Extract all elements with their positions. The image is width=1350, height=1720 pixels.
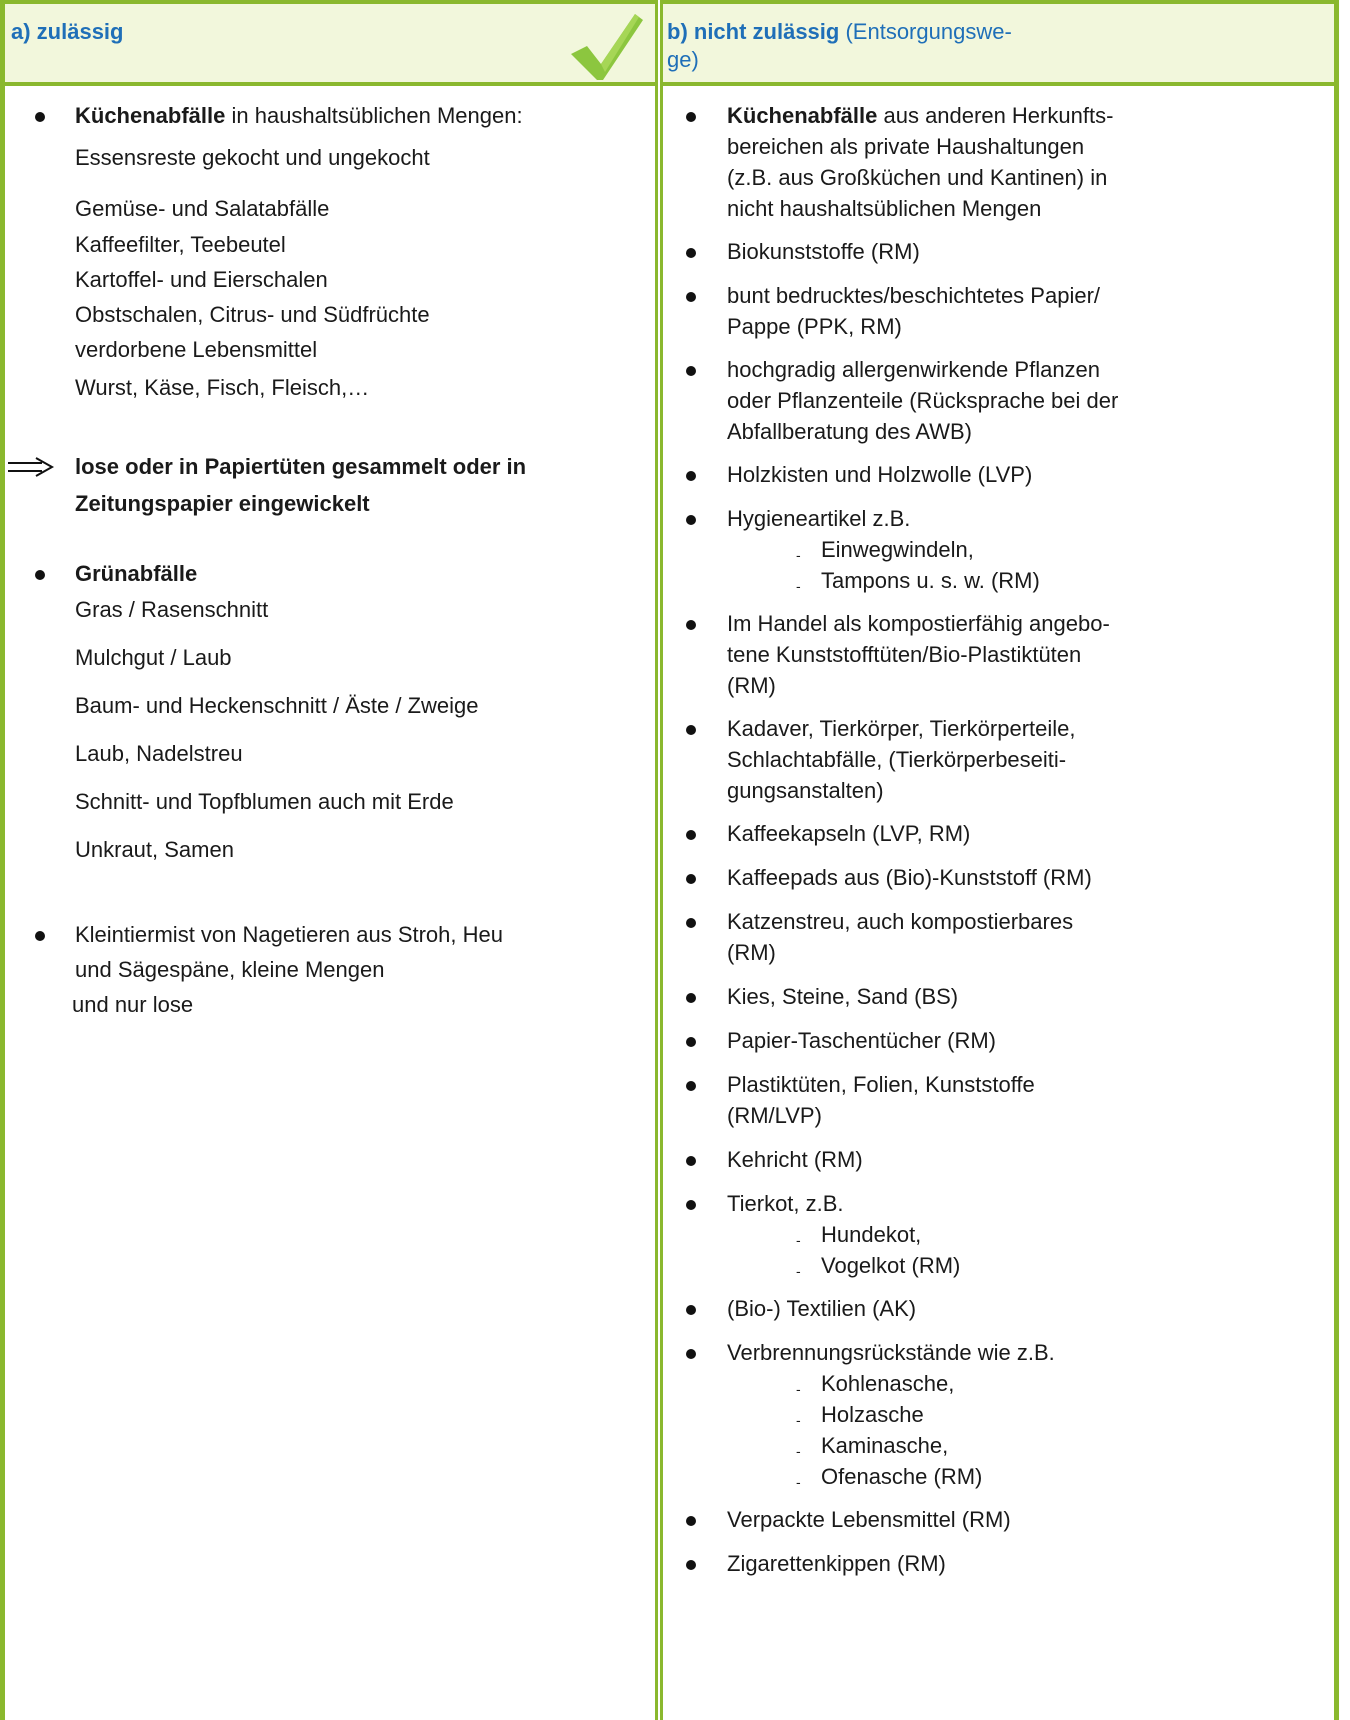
bullet xyxy=(686,1560,696,1570)
bullet xyxy=(686,874,696,884)
list-item: Zigarettenkippen (RM) xyxy=(727,1551,946,1576)
list-item: Schnitt- und Topfblumen auch mit Erde xyxy=(75,789,454,814)
list-item-cont: oder Pflanzenteile (Rücksprache bei der xyxy=(727,388,1119,413)
bullet xyxy=(686,1156,696,1166)
list-item: Holzkisten und Holzwolle (LVP) xyxy=(727,462,1033,487)
list-item: Tierkot, z.B. xyxy=(727,1191,844,1216)
bullet xyxy=(35,112,45,122)
list-item: Kies, Steine, Sand (BS) xyxy=(727,984,959,1009)
list-item: Gras / Rasenschnitt xyxy=(75,597,269,622)
header-not-allowed xyxy=(663,0,1334,86)
list-item: Unkraut, Samen xyxy=(75,837,234,862)
collection-note-line-2: Zeitungspapier eingewickelt xyxy=(75,491,370,516)
dash: - xyxy=(796,1381,801,1397)
list-item: Essensreste gekocht und ungekocht xyxy=(75,145,430,170)
sub-item: Holzasche xyxy=(821,1402,924,1427)
list-item: hochgradig allergenwirkende Pflanzen xyxy=(727,357,1101,382)
list-item: Mulchgut / Laub xyxy=(75,645,232,670)
kleintiermist-line-3: und nur lose xyxy=(72,992,194,1017)
checkmark-icon xyxy=(567,10,647,84)
list-item-cont: (RM) xyxy=(727,940,776,965)
header-not-allowed-title: b) nicht zulässig (Entsorgungswe- ge) xyxy=(667,19,1012,72)
bullet xyxy=(686,112,696,122)
list-item: Laub, Nadelstreu xyxy=(75,741,243,766)
list-item: Wurst, Käse, Fisch, Fleisch,… xyxy=(75,375,370,400)
kuechenabfaelle-other-line-2: bereichen als private Haushaltungen xyxy=(727,134,1085,159)
list-item-cont: (RM/LVP) xyxy=(727,1103,822,1128)
sub-item: Tampons u. s. w. (RM) xyxy=(821,568,1040,593)
kuechenabfaelle-other-line-4: nicht haushaltsüblichen Mengen xyxy=(727,196,1042,221)
bullet xyxy=(35,931,45,941)
list-item-cont: Abfallberatung des AWB) xyxy=(727,419,972,444)
list-item: Papier-Taschentücher (RM) xyxy=(727,1028,996,1053)
list-item: Katzenstreu, auch kompostierbares xyxy=(727,909,1074,934)
bullet xyxy=(686,1349,696,1359)
dash: - xyxy=(796,1232,801,1248)
kuechenabfaelle-other-line-3: (z.B. aus Großküchen und Kantinen) in xyxy=(727,165,1108,190)
dash: - xyxy=(796,1474,801,1490)
list-item-cont: gungsanstalten) xyxy=(727,778,884,803)
list-item: Kaffeekapseln (LVP, RM) xyxy=(727,821,971,846)
dash: - xyxy=(796,1443,801,1459)
list-item-cont: Schlachtabfälle, (Tierkörperbeseiti- xyxy=(727,747,1067,772)
sub-item: Ofenasche (RM) xyxy=(821,1464,983,1489)
bullet xyxy=(686,1305,696,1315)
kleintiermist-line-1: Kleintiermist von Nagetieren aus Stroh, Heu xyxy=(75,922,503,947)
dash: - xyxy=(796,1263,801,1279)
list-item: Verbrennungsrückstände wie z.B. xyxy=(727,1340,1055,1365)
sub-item: Kohlenasche, xyxy=(821,1371,955,1396)
kuechenabfaelle-heading: Küchenabfälle in haushaltsüblichen Mengen: xyxy=(75,103,523,128)
list-item: Obstschalen, Citrus- und Südfrüchte xyxy=(75,302,430,327)
list-item: bunt bedrucktes/beschichtetes Papier/ xyxy=(727,283,1101,308)
bullet xyxy=(686,366,696,376)
arrow-right-icon xyxy=(6,457,56,477)
list-item: Biokunststoffe (RM) xyxy=(727,239,920,264)
dash: - xyxy=(796,578,801,594)
bullet xyxy=(686,993,696,1003)
list-item-cont: tene Kunststofftüten/Bio-Plastiktüten xyxy=(727,642,1082,667)
list-item: Plastiktüten, Folien, Kunststoffe xyxy=(727,1072,1035,1097)
bullet xyxy=(686,1516,696,1526)
bullet xyxy=(686,1081,696,1091)
list-item: Kaffeepads aus (Bio)-Kunststoff (RM) xyxy=(727,865,1092,890)
bullet xyxy=(686,725,696,735)
header-allowed-title: a) zulässig xyxy=(11,19,124,44)
sub-item: Hundekot, xyxy=(821,1222,922,1247)
bullet xyxy=(686,830,696,840)
list-item: Im Handel als kompostierfähig angebo- xyxy=(727,611,1110,636)
list-item: Hygieneartikel z.B. xyxy=(727,506,911,531)
list-item-cont: Pappe (PPK, RM) xyxy=(727,314,902,339)
bullet xyxy=(686,471,696,481)
bullet xyxy=(686,292,696,302)
dash: - xyxy=(796,1412,801,1428)
list-item: Kehricht (RM) xyxy=(727,1147,863,1172)
bullet xyxy=(686,248,696,258)
sub-item: Einwegwindeln, xyxy=(821,537,974,562)
bullet xyxy=(686,1200,696,1210)
kleintiermist-line-2: und Sägespäne, kleine Mengen xyxy=(75,957,385,982)
header-allowed xyxy=(5,0,655,86)
list-item: verdorbene Lebensmittel xyxy=(75,337,318,362)
bullet xyxy=(35,570,45,580)
list-item: Gemüse- und Salatabfälle xyxy=(75,196,330,221)
sub-item: Kaminasche, xyxy=(821,1433,949,1458)
dash: - xyxy=(796,547,801,563)
list-item: Kaffeefilter, Teebeutel xyxy=(75,232,286,257)
list-item-cont: (RM) xyxy=(727,673,776,698)
kuechenabfaelle-other-line-1: Küchenabfälle aus anderen Herkunfts- xyxy=(727,103,1114,128)
bullet xyxy=(686,918,696,928)
list-item: Verpackte Lebensmittel (RM) xyxy=(727,1507,1011,1532)
list-item: Kadaver, Tierkörper, Tierkörperteile, xyxy=(727,716,1076,741)
column-divider xyxy=(655,0,663,1720)
bullet xyxy=(686,1037,696,1047)
sub-item: Vogelkot (RM) xyxy=(821,1253,961,1278)
list-item: (Bio-) Textilien (AK) xyxy=(727,1296,917,1321)
collection-note-line-1: lose oder in Papiertüten gesammelt oder in xyxy=(75,454,527,479)
bullet xyxy=(686,620,696,630)
bullet xyxy=(686,515,696,525)
list-item: Baum- und Heckenschnitt / Äste / Zweige xyxy=(75,693,479,718)
list-item: Kartoffel- und Eierschalen xyxy=(75,267,328,292)
gruenabfaelle-heading: Grünabfälle xyxy=(75,561,198,586)
